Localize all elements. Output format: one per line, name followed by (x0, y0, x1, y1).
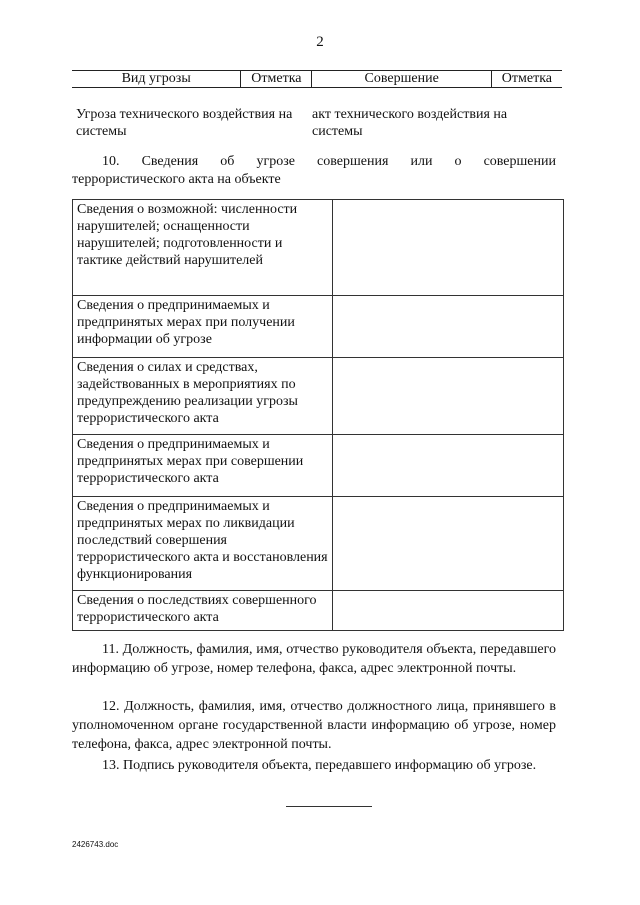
row-value (333, 591, 564, 631)
threat-commission-cell: акт технического воздействия на системы (312, 107, 508, 139)
table-row (73, 358, 564, 435)
row-label: Сведения о предпринимаемых и предпринятых мерах по ликвидации последствий совершения террористического акта и восстановления функционирования (73, 497, 333, 591)
row-value (333, 497, 564, 591)
table-row (73, 591, 564, 631)
table-row (73, 497, 564, 591)
threat-type-cell: Угроза технического воздействия на системы (76, 107, 293, 139)
header-col-commission: Совершение (312, 71, 491, 88)
row-label: Сведения о предпринимаемых и предпринятых мерах при получении информации об угрозе (73, 296, 333, 358)
info-table (72, 199, 564, 631)
row-label: Сведения о последствиях совершенного террористического акта (73, 591, 333, 631)
row-value (333, 435, 564, 497)
paragraph-12: 12. Должность, фамилия, имя, отчество должностного лица, принявшего в уполномоченном органе государственной власти информацию об угрозе, номер телефона, факса, адрес электронной почты. (72, 699, 556, 752)
document-filename: 2426743.doc (72, 840, 119, 849)
row-value (333, 358, 564, 435)
section-10-title-line1: 10. Сведения об угрозе совершения или о совершении (102, 154, 556, 169)
threat-header-table (72, 70, 562, 88)
row-label: Сведения о силах и средствах, задействованных в мероприятиях по предупреждению реализации угрозы террористического акта (73, 358, 333, 435)
row-value (333, 200, 564, 296)
end-divider (286, 806, 372, 807)
page-number: 2 (316, 34, 324, 50)
header-col-threat-type: Вид угрозы (72, 71, 241, 88)
header-col-mark-2: Отметка (491, 71, 562, 88)
table-row (73, 200, 564, 296)
header-col-mark-1: Отметка (241, 71, 312, 88)
row-label: Сведения о предпринимаемых и предпринятых мерах при совершении террористического акта (73, 435, 333, 497)
section-10-title-line2: террористического акта на объекте (72, 172, 281, 187)
table-row (73, 296, 564, 358)
row-value (333, 296, 564, 358)
row-label: Сведения о возможной: численности нарушителей; оснащенности нарушителей; подготовленности и тактике действий нарушителей (73, 200, 333, 296)
paragraph-11: 11. Должность, фамилия, имя, отчество руководителя объекта, передавшего информацию об угрозе, номер телефона, факса, адрес электронной почты. (72, 642, 556, 676)
table-row (73, 435, 564, 497)
paragraph-13: 13. Подпись руководителя объекта, передавшего информацию об угрозе. (102, 758, 537, 773)
